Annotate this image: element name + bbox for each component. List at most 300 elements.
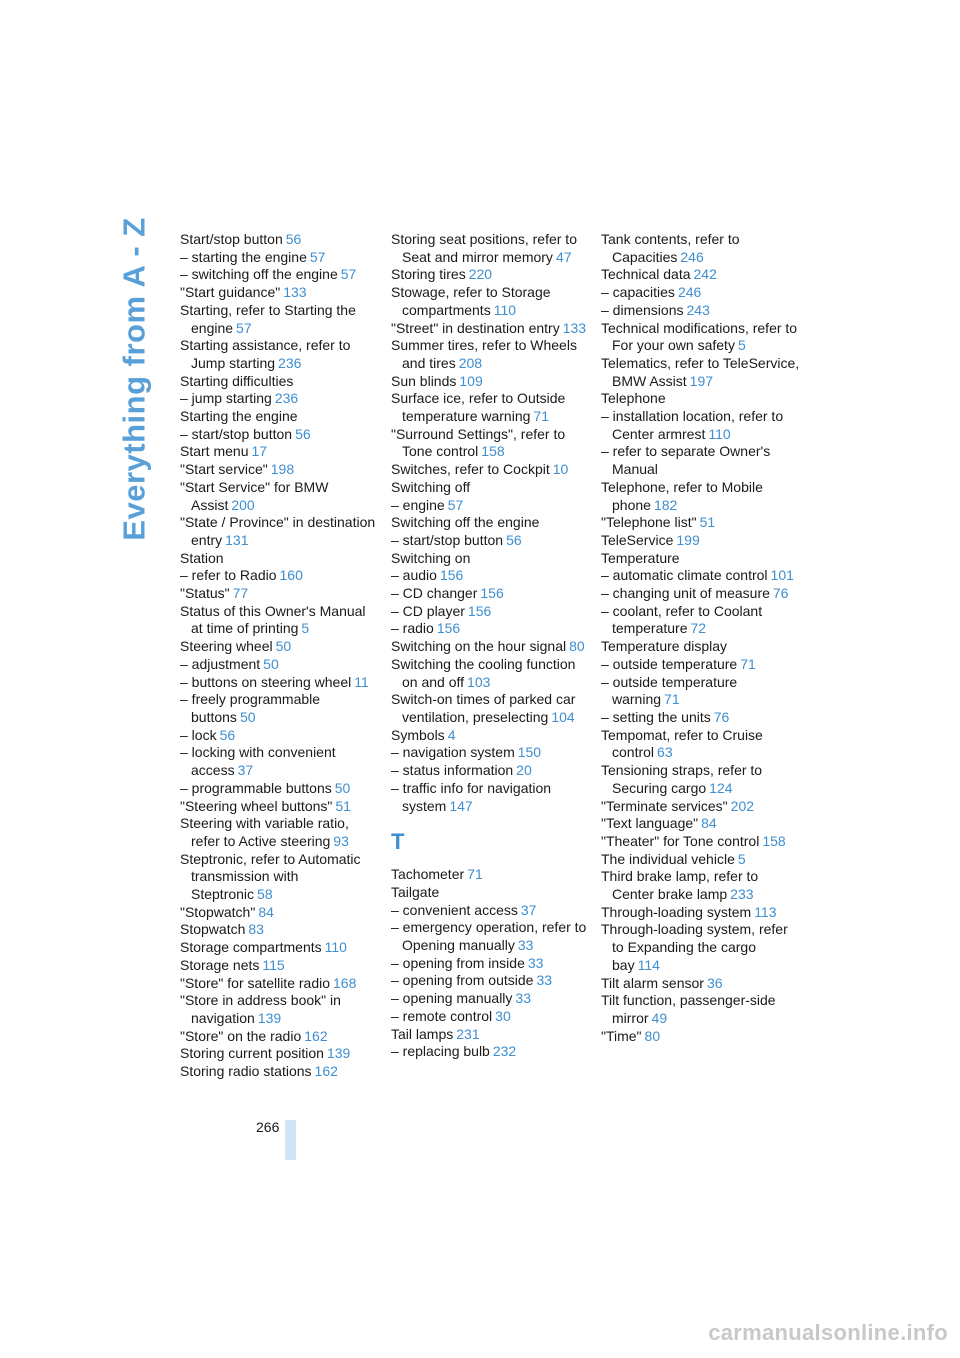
page-reference-link[interactable]: 20: [516, 762, 532, 779]
page-reference-link[interactable]: 133: [283, 284, 307, 301]
page-reference-link[interactable]: 10: [552, 461, 569, 478]
index-entry-text: – navigation system: [391, 744, 515, 761]
index-entry-text: – setting the units: [601, 708, 711, 725]
index-entry: [180, 921, 380, 939]
page-reference-link[interactable]: 131: [225, 531, 249, 548]
index-entry-text: Technical modifications, refer to For your own safety: [601, 319, 798, 354]
index-entry: [180, 426, 380, 444]
index-entry: [180, 975, 380, 993]
page-reference-link[interactable]: 72: [690, 620, 707, 637]
index-entry-text: "Street" in destination entry: [391, 319, 560, 336]
index-entry: [391, 780, 591, 815]
index-entry-text: Summer tires, refer to Wheels and tires: [391, 337, 577, 371]
index-entry: [391, 514, 591, 532]
page-reference-link[interactable]: 57: [447, 496, 464, 513]
index-entry: [180, 939, 380, 957]
page-reference-link[interactable]: 133: [562, 319, 587, 336]
index-column-1: [180, 231, 380, 1081]
page-reference-link[interactable]: 104: [551, 708, 575, 725]
page-reference-link[interactable]: 57: [340, 266, 357, 283]
index-entry: [601, 408, 801, 443]
index-entry: [601, 390, 801, 408]
index-entry: [601, 585, 801, 603]
index-entry-text: Steering with variable ratio, refer to Active steering: [180, 815, 349, 849]
index-entry: [601, 868, 801, 903]
page-reference-link[interactable]: 115: [262, 956, 285, 973]
index-entry-text: – locking with convenient access: [180, 744, 336, 779]
index-entry: [391, 884, 591, 902]
page-reference-link[interactable]: 17: [251, 443, 268, 460]
page-reference-link[interactable]: 51: [699, 514, 716, 531]
index-entry: [601, 479, 801, 514]
index-entry: [180, 249, 380, 267]
index-entry: [180, 674, 380, 692]
page-reference-link[interactable]: 57: [309, 248, 326, 265]
page-reference-link[interactable]: 56: [285, 231, 302, 247]
page-reference-link[interactable]: 243: [686, 301, 710, 318]
index-entry-text: – start/stop button: [180, 425, 293, 442]
index-entry-text: "State / Province" in destination entry: [180, 514, 376, 548]
index-entry-text: "Status": [180, 585, 230, 602]
index-entry: [601, 833, 801, 851]
index-entry-text: "Theater" for Tone control: [601, 832, 760, 849]
index-entry-text: – emergency operation, refer to Opening manually: [391, 919, 587, 954]
index-entry: [391, 620, 591, 638]
page-reference-link[interactable]: 11: [354, 673, 369, 690]
index-entry: [601, 921, 801, 974]
page-reference-link[interactable]: 47: [555, 248, 572, 265]
index-entry-text: – opening from outside: [391, 972, 534, 989]
index-entry-text: Storing current position: [180, 1045, 324, 1062]
index-entry: [180, 656, 380, 674]
index-entry-text: Storing radio stations: [180, 1063, 312, 1080]
index-entry-text: – coolant, refer to Coolant temperature: [601, 602, 763, 637]
page-reference-link[interactable]: 113: [754, 903, 777, 920]
page-reference-link[interactable]: 57: [236, 319, 252, 336]
page-reference-link[interactable]: 202: [730, 797, 755, 814]
index-entry-text: "Telephone list": [601, 514, 697, 531]
page-reference-link[interactable]: 156: [480, 585, 504, 602]
index-entry: [180, 1063, 380, 1081]
index-entry-text: Storing seat positions, refer to Seat and mirror memory: [391, 231, 577, 265]
index-entry-text: TeleService: [601, 531, 674, 548]
index-entry-text: Switching on: [391, 549, 471, 566]
index-entry-text: Tilt alarm sensor: [601, 974, 704, 991]
page-reference-link[interactable]: 83: [248, 921, 264, 938]
index-entry: [391, 320, 591, 338]
index-entry-text: "Store" on the radio: [180, 1027, 302, 1044]
page-reference-link[interactable]: 71: [467, 866, 483, 883]
page-reference-link[interactable]: 233: [730, 886, 754, 903]
index-entry-text: – installation location, refer to Center armrest: [601, 408, 784, 442]
page-reference-link[interactable]: 71: [533, 408, 549, 425]
index-column-3: [601, 231, 801, 1045]
index-entry-text: – switching off the engine: [180, 266, 338, 283]
index-entry: [180, 798, 380, 816]
index-entry-text: Steering wheel: [180, 638, 273, 655]
page-reference-link[interactable]: 220: [468, 266, 493, 283]
page-reference-link[interactable]: 76: [772, 585, 789, 602]
index-entry-text: Station: [180, 549, 224, 566]
index-entry-text: Through-loading system: [601, 903, 752, 920]
index-entry-text: Stowage, refer to Storage compartments: [391, 284, 551, 318]
index-entry-text: "Text language": [601, 815, 699, 832]
page-reference-link[interactable]: 37: [520, 901, 537, 918]
index-entry-text: "Time": [601, 1027, 642, 1044]
page-reference-link[interactable]: 246: [680, 248, 704, 265]
index-entry-text: – capacities: [601, 284, 675, 301]
page-reference-link[interactable]: 50: [263, 655, 279, 672]
index-entry: [180, 904, 380, 922]
page-number: 266: [256, 1119, 280, 1135]
index-entry: [601, 284, 801, 302]
index-entry: [601, 992, 801, 1027]
page-reference-link[interactable]: 103: [467, 673, 491, 690]
page-reference-link[interactable]: 198: [270, 461, 295, 478]
index-entry-text: Surface ice, refer to Outside temperature warning: [391, 390, 566, 425]
index-entry-text: Tank contents, refer to Capacities: [601, 231, 740, 265]
index-entry: [601, 656, 801, 674]
index-entry-text: Temperature display: [601, 638, 728, 655]
page-reference-link[interactable]: 84: [258, 903, 274, 920]
index-entry-text: "Steering wheel buttons": [180, 797, 333, 814]
page-reference-link[interactable]: 37: [237, 762, 254, 779]
page-reference-link[interactable]: 80: [569, 638, 585, 655]
index-entry-text: "Terminate services": [601, 797, 728, 814]
index-entry-text: – remote control: [391, 1007, 493, 1024]
index-entry: [391, 550, 591, 568]
index-entry-text: "Start Service" for BMW Assist: [180, 478, 329, 513]
page-reference-link[interactable]: 63: [657, 744, 673, 761]
index-entry: [391, 231, 591, 266]
index-entry-text: Through-loading system, refer to Expanding the cargo bay: [601, 921, 788, 973]
page-reference-link[interactable]: 162: [304, 1027, 328, 1044]
index-entry-text: Storage compartments: [180, 939, 322, 956]
index-entry: [391, 567, 591, 585]
page-reference-link[interactable]: 77: [232, 585, 249, 602]
index-entry: [180, 408, 380, 426]
page-reference-link[interactable]: 33: [527, 954, 544, 971]
page-reference-link[interactable]: 158: [481, 443, 505, 460]
index-entry: [391, 479, 591, 497]
index-entry: [180, 957, 380, 975]
page-reference-link[interactable]: 160: [279, 567, 303, 584]
index-entry: [180, 1045, 380, 1063]
index-entry-text: – audio: [391, 567, 437, 584]
index-entry-text: Switches, refer to Cockpit: [391, 461, 550, 478]
index-entry: [391, 1008, 591, 1026]
page-reference-link[interactable]: 101: [770, 567, 794, 584]
index-entry: [180, 567, 380, 585]
index-entry-text: Switching the cooling function on and off: [391, 655, 576, 690]
index-entry: [391, 955, 591, 973]
index-entry: [601, 709, 801, 727]
index-entry: [180, 390, 380, 408]
index-entry-text: Tempomat, refer to Cruise control: [601, 726, 763, 761]
index-entry-text: Tensioning straps, refer to Securing cargo: [601, 762, 763, 796]
index-entry-text: Switch-on times of parked car ventilation, preselecting: [391, 691, 576, 725]
page-reference-link[interactable]: 30: [495, 1007, 511, 1024]
index-entry-text: Starting assistance, refer to Jump starting: [180, 337, 351, 371]
page-reference-link[interactable]: 33: [517, 937, 534, 954]
index-entry: [180, 603, 380, 638]
index-entry: [180, 815, 380, 850]
index-entry-text: – jump starting: [180, 390, 272, 407]
page-reference-link[interactable]: 147: [449, 797, 473, 814]
index-entry: [601, 1028, 801, 1046]
index-entry: [180, 266, 380, 284]
index-entry-text: – programmable buttons: [180, 779, 332, 796]
index-entry: [601, 443, 801, 478]
index-entry: [391, 972, 591, 990]
index-entry-text: Tailgate: [391, 883, 440, 900]
index-entry: [180, 1028, 380, 1046]
index-entry: [180, 780, 380, 798]
index-entry-text: – engine: [391, 496, 445, 513]
page-reference-link[interactable]: 139: [326, 1045, 351, 1062]
index-entry: [180, 550, 380, 568]
index-entry: [601, 550, 801, 568]
index-entry: [391, 266, 591, 284]
page-reference-link[interactable]: 156: [467, 602, 492, 619]
page-reference-link[interactable]: 109: [459, 372, 483, 389]
index-entry: [391, 585, 591, 603]
page-reference-link[interactable]: 5: [737, 850, 746, 867]
index-entry: [601, 727, 801, 762]
index-entry-text: – adjustment: [180, 655, 261, 672]
page-reference-link[interactable]: 56: [219, 726, 236, 743]
page-reference-link[interactable]: 50: [275, 638, 292, 655]
index-entry-text: Symbols: [391, 726, 445, 743]
page-reference-link[interactable]: 5: [301, 620, 310, 637]
index-entry-text: – lock: [180, 726, 217, 743]
page-reference-link[interactable]: 33: [536, 972, 553, 989]
page-tab-bar: [285, 1120, 296, 1160]
index-entry-text: – radio: [391, 620, 434, 637]
index-entry-text: Tachometer: [391, 866, 465, 883]
index-entry: [180, 744, 380, 779]
index-entry: [180, 302, 380, 337]
index-entry-text: Storing tires: [391, 266, 466, 283]
index-entry: [180, 443, 380, 461]
index-entry: [391, 691, 591, 726]
page-reference-link[interactable]: 236: [274, 390, 299, 407]
index-entry-text: Technical data: [601, 266, 691, 283]
index-entry-text: – replacing bulb: [391, 1043, 490, 1060]
index-entry: [180, 479, 380, 514]
page-reference-link[interactable]: 49: [651, 1009, 668, 1026]
index-entry-text: – start/stop button: [391, 531, 504, 548]
page-reference-link[interactable]: 4: [447, 726, 456, 743]
index-entry-text: – opening from inside: [391, 954, 525, 971]
index-entry: [391, 990, 591, 1008]
index-entry-text: – convenient access: [391, 901, 518, 918]
page-reference-link[interactable]: 84: [701, 815, 717, 832]
page-reference-link[interactable]: 36: [706, 974, 723, 991]
index-entry: [601, 638, 801, 656]
index-entry: [180, 585, 380, 603]
index-entry-text: – starting the engine: [180, 248, 307, 265]
index-entry: [391, 426, 591, 461]
page-reference-link[interactable]: 110: [493, 301, 517, 318]
index-entry: [391, 461, 591, 479]
index-entry-text: – outside temperature: [601, 655, 738, 672]
index-entry: [391, 603, 591, 621]
page-reference-link[interactable]: 93: [333, 832, 349, 849]
index-entry: [391, 762, 591, 780]
index-entry: [601, 603, 801, 638]
index-entry-text: Telephone: [601, 390, 666, 407]
index-entry: [391, 744, 591, 762]
index-entry: [601, 302, 801, 320]
page-reference-link[interactable]: 76: [713, 708, 730, 725]
index-entry: [601, 320, 801, 355]
index-entry-text: Start menu: [180, 443, 249, 460]
page-reference-link[interactable]: 197: [689, 372, 714, 389]
index-entry: [391, 1043, 591, 1061]
index-entry-text: Telephone, refer to Mobile phone: [601, 478, 763, 513]
index-entry-text: – refer to Radio: [180, 567, 277, 584]
index-entry: [180, 373, 380, 391]
side-title-text: Everything from A - Z: [117, 217, 152, 541]
page-reference-link[interactable]: 110: [324, 939, 347, 956]
index-entry: [391, 497, 591, 515]
index-entry-text: Starting the engine: [180, 408, 298, 425]
page-reference-link[interactable]: 231: [456, 1025, 480, 1042]
index-entry-text: – freely programmable buttons: [180, 691, 321, 725]
index-entry-text: – outside temperature warning: [601, 673, 738, 708]
page-reference-link[interactable]: 71: [664, 691, 680, 708]
index-entry: [391, 532, 591, 550]
page-reference-link[interactable]: 139: [257, 1009, 282, 1026]
index-entry: [391, 919, 591, 954]
page-reference-link[interactable]: 110: [708, 425, 731, 442]
page-reference-link[interactable]: 150: [517, 744, 542, 761]
index-entry-text: – opening manually: [391, 990, 513, 1007]
page-reference-link[interactable]: 208: [458, 354, 483, 371]
section-letter-heading: T: [391, 829, 405, 855]
index-entry-text: Temperature: [601, 549, 680, 566]
index-entry: [601, 567, 801, 585]
index-entry-text: Steptronic, refer to Automatic transmission with Steptronic: [180, 850, 361, 903]
index-entry-text: "Store" for satellite radio: [180, 974, 331, 991]
index-entry: [180, 638, 380, 656]
page-reference-link[interactable]: 51: [335, 797, 351, 814]
index-entry: [601, 266, 801, 284]
index-entry-text: Sun blinds: [391, 372, 457, 389]
index-entry: [601, 904, 801, 922]
page-reference-link[interactable]: 50: [334, 779, 351, 796]
page-reference-link[interactable]: 200: [231, 496, 255, 513]
index-entry-text: "Surround Settings", refer to Tone control: [391, 425, 566, 460]
section-side-title: [117, 217, 152, 541]
index-entry-text: Third brake lamp, refer to Center brake lamp: [601, 868, 759, 903]
index-entry-text: "Start service": [180, 461, 268, 478]
index-entry: [601, 514, 801, 532]
page-reference-link[interactable]: 232: [492, 1043, 517, 1060]
index-entry: [180, 851, 380, 904]
page-reference-link[interactable]: 199: [676, 531, 700, 548]
page-reference-link[interactable]: 242: [693, 266, 717, 283]
index-entry-text: – changing unit of measure: [601, 585, 770, 602]
index-entry: [601, 674, 801, 709]
index-entry-text: – dimensions: [601, 301, 684, 318]
index-entry-text: – CD player: [391, 602, 465, 619]
page-reference-link[interactable]: 58: [257, 886, 273, 903]
page-reference-link[interactable]: 236: [278, 354, 302, 371]
index-entry-text: – status information: [391, 762, 514, 779]
page-reference-link[interactable]: 168: [333, 974, 357, 991]
index-entry-text: The individual vehicle: [601, 850, 735, 867]
index-entry: [391, 337, 591, 372]
page-reference-link[interactable]: 156: [436, 620, 461, 637]
page-reference-link[interactable]: 162: [314, 1063, 338, 1080]
index-entry-text: Status of this Owner's Manual at time of printing: [180, 602, 366, 637]
page-reference-link[interactable]: 5: [737, 337, 746, 354]
index-entry: [391, 656, 591, 691]
index-entry: [180, 691, 380, 726]
index-entry: [601, 532, 801, 550]
page-reference-link[interactable]: 71: [740, 655, 756, 672]
index-entry-text: Switching on the hour signal: [391, 638, 567, 655]
page-reference-link[interactable]: 156: [439, 567, 464, 584]
index-entry: [601, 851, 801, 869]
index-entry: [391, 373, 591, 391]
index-entry-text: – refer to separate Owner's Manual: [601, 443, 771, 478]
page-reference-link[interactable]: 56: [295, 425, 311, 442]
index-entry-text: – automatic climate control: [601, 567, 768, 584]
index-entry-text: Stopwatch: [180, 921, 246, 938]
page-reference-link[interactable]: 246: [677, 284, 702, 301]
index-entry: [601, 975, 801, 993]
index-entry-text: Starting difficulties: [180, 372, 294, 389]
index-entry-text: – traffic info for navigation system: [391, 779, 552, 814]
index-entry: [391, 284, 591, 319]
index-entry: [180, 992, 380, 1027]
index-entry-text: Storage nets: [180, 956, 260, 973]
index-entry: [180, 727, 380, 745]
page-reference-link[interactable]: 114: [637, 956, 660, 973]
index-entry: [601, 798, 801, 816]
index-entry-text: – buttons on steering wheel: [180, 673, 352, 690]
watermark: carmanualsonline.info: [708, 1320, 948, 1345]
page-reference-link[interactable]: 56: [506, 531, 522, 548]
index-entry: [391, 902, 591, 920]
index-entry-text: "Store in address book" in navigation: [180, 992, 341, 1026]
page-reference-link[interactable]: 50: [239, 708, 256, 725]
page-reference-link[interactable]: 80: [644, 1027, 661, 1044]
index-entry-text: Telematics, refer to TeleService, BMW Assist: [601, 354, 800, 389]
index-entry-text: Starting, refer to Starting the engine: [180, 301, 356, 336]
page-reference-link[interactable]: 182: [653, 496, 678, 513]
index-entry: [180, 284, 380, 302]
index-entry: [601, 815, 801, 833]
index-entry: [180, 514, 380, 549]
index-entry-text: Switching off the engine: [391, 514, 540, 531]
page-reference-link[interactable]: 124: [709, 779, 733, 796]
index-entry: [391, 1026, 591, 1044]
index-entry-text: – CD changer: [391, 585, 478, 602]
index-entry: [601, 762, 801, 797]
index-entry: [180, 337, 380, 372]
page-reference-link[interactable]: 158: [762, 832, 786, 849]
index-entry: [391, 638, 591, 656]
index-entry: [180, 231, 380, 249]
index-entry-text: Tail lamps: [391, 1025, 454, 1042]
page-reference-link[interactable]: 33: [515, 990, 531, 1007]
index-entry-text: "Start guidance": [180, 284, 281, 301]
index-entry: [180, 461, 380, 479]
